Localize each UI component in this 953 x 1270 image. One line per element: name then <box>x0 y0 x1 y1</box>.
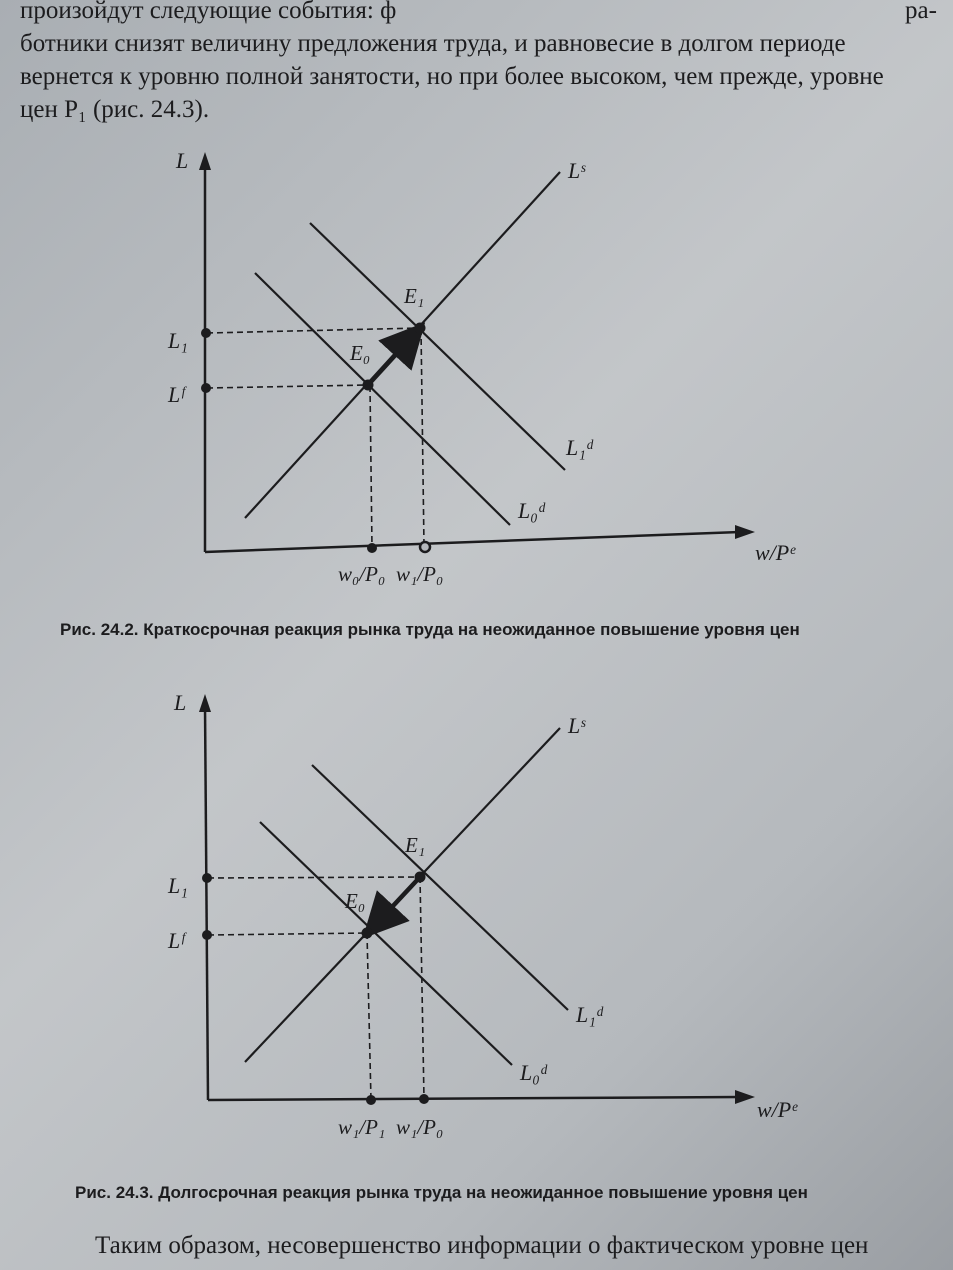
curve-ls-label: Lˢ <box>568 713 585 738</box>
x-tick-w0-label: w₀/P₀ <box>338 562 386 586</box>
axis-x-label: w/Pᵉ <box>757 1097 797 1122</box>
tick-w0 <box>367 543 377 553</box>
point-e0 <box>362 928 373 939</box>
x-tick-w1-label: w₁/P₀ <box>396 562 444 586</box>
x-axis <box>205 532 740 552</box>
figure-24-3 <box>0 680 953 1170</box>
bottom-paragraph: Таким образом, несовершенство информации о фактическом уровне цен <box>95 1232 869 1259</box>
x-axis-arrow <box>735 1090 755 1104</box>
axis-x-label: w/Pᵉ <box>755 540 795 565</box>
x-tick-w1p0-label: w₁/P₀ <box>396 1115 444 1139</box>
y-tick-lf-label: Lᶠ <box>168 382 185 407</box>
curve-l0d-label: L₀ᵈ <box>520 1060 547 1085</box>
guide-w1p0 <box>420 877 424 1099</box>
intro-line-3: вернется к уровню полной занятости, но при более высоком, чем прежде, уровне <box>20 63 884 90</box>
guide-lf <box>208 933 367 935</box>
point-e1-label: E₁ <box>405 833 426 857</box>
intro-line-1: произойдут следующие события: ф ра- <box>20 0 940 27</box>
tick-w1p1 <box>366 1095 376 1105</box>
y-axis-arrow <box>199 694 211 712</box>
intro-line-2: ботники снизят величину предложения труда, и равновесие в долгом периоде <box>20 30 846 57</box>
guide-w0 <box>370 386 372 548</box>
point-e1 <box>415 872 426 883</box>
tick-lf <box>202 930 212 940</box>
curve-l0d <box>260 822 512 1065</box>
tick-l1 <box>201 328 211 338</box>
curve-l1d <box>310 223 565 470</box>
y-tick-lf-label: Lᶠ <box>168 928 185 953</box>
y-axis-arrow <box>199 152 211 170</box>
point-e0-label: E₀ <box>345 889 366 913</box>
curve-ls-label: Lˢ <box>568 158 585 183</box>
figure-24-2 <box>0 140 953 610</box>
tick-lf <box>201 383 211 393</box>
y-axis <box>205 705 208 1100</box>
guide-lf <box>207 385 368 388</box>
curve-l0d-label: L₀ᵈ <box>518 498 545 523</box>
shift-arrow <box>368 339 410 385</box>
guide-l1 <box>208 877 420 878</box>
tick-w1 <box>420 542 430 552</box>
intro-paragraph <box>20 0 940 126</box>
y-tick-l1-label: L₁ <box>168 873 188 898</box>
tick-w1p0 <box>419 1094 429 1104</box>
curve-l1d-label: L₁ᵈ <box>566 435 593 460</box>
axis-y-label: L <box>176 148 189 173</box>
y-tick-l1-label: L₁ <box>168 328 188 353</box>
shift-arrow <box>378 877 420 922</box>
point-e1-label: E₁ <box>404 284 425 308</box>
curve-l1d-label: L₁ᵈ <box>576 1002 603 1027</box>
intro-line-4: цен P₁ (рис. 24.3). <box>20 96 210 123</box>
curve-l1d <box>312 765 568 1010</box>
x-axis-arrow <box>735 525 755 539</box>
intro-line-1-tail: ра- <box>905 0 937 24</box>
x-tick-w1p1-label: w₁/P₁ <box>338 1115 386 1139</box>
tick-l1 <box>202 873 212 883</box>
figure-24-2-caption: Рис. 24.2. Краткосрочная реакция рынка труда на неожиданное повышение уровня цен <box>60 620 800 639</box>
point-e1 <box>415 323 426 334</box>
figure-24-3-caption: Рис. 24.3. Долгосрочная реакция рынка труда на неожиданное повышение уровня цен <box>75 1183 808 1202</box>
x-axis <box>208 1097 740 1100</box>
curve-l0d <box>255 273 510 525</box>
point-e0 <box>363 380 374 391</box>
point-e0-label: E₀ <box>350 341 371 365</box>
guide-w1p1 <box>367 933 371 1100</box>
axis-y-label: L <box>174 690 187 715</box>
